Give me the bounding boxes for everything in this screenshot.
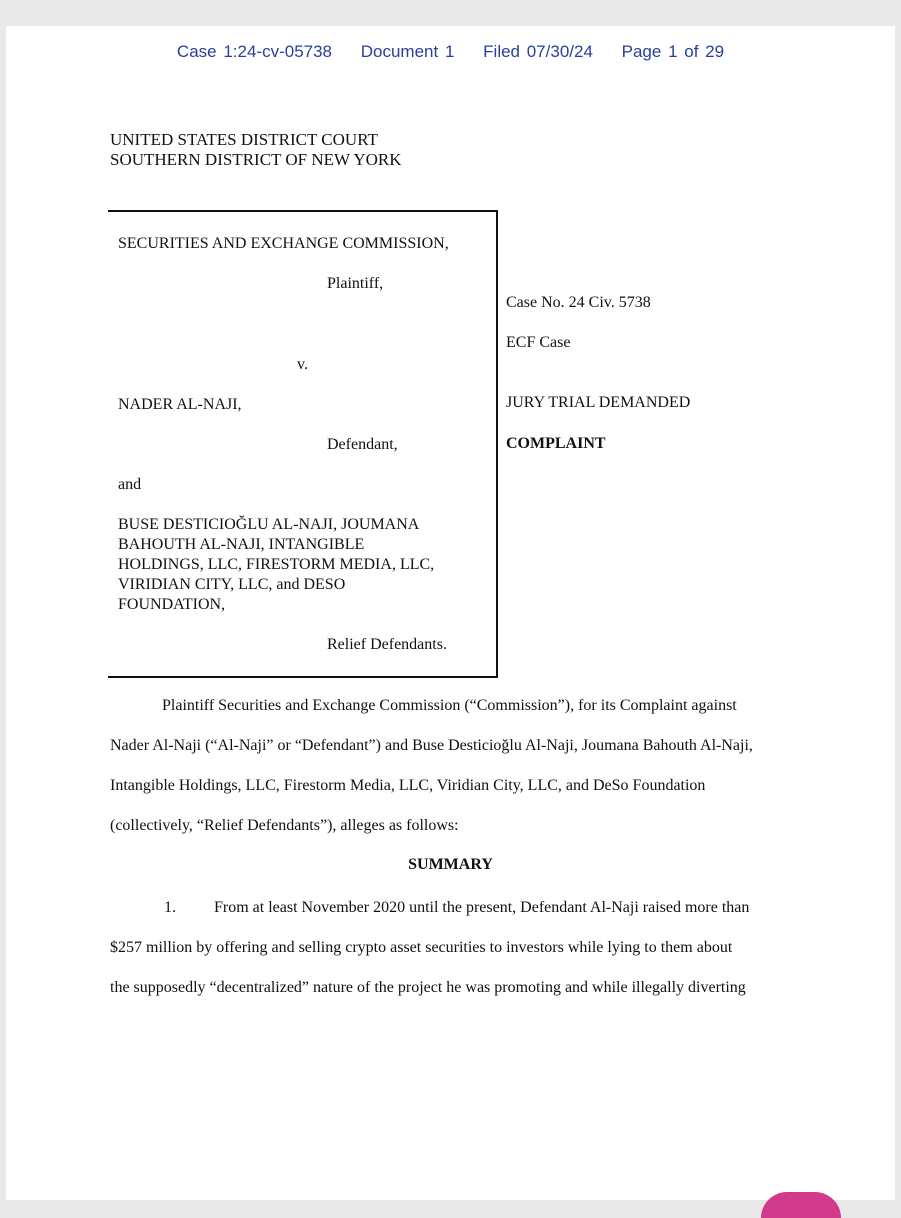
document-page <box>6 26 895 1200</box>
paragraph-1 <box>110 888 792 1008</box>
paragraph-1-line: From at least November 2020 until the present, Defendant Al-Naji raised more than <box>214 899 750 916</box>
relief-line: BAHOUTH AL-NAJI, INTANGIBLE <box>118 536 365 553</box>
court-name <box>110 130 402 170</box>
paragraph-1-line: the supposedly “decentralized” nature of the project he was promoting and while illegally diverting <box>110 979 746 996</box>
complaint-title: COMPLAINT <box>506 435 606 452</box>
paragraph-number: 1. <box>164 899 176 916</box>
intro-line: Plaintiff Securities and Exchange Commission (“Commission”), for its Complaint against <box>162 697 737 714</box>
intro-line: Intangible Holdings, LLC, Firestorm Media, LLC, Viridian City, LLC, and DeSo Foundation <box>110 777 706 794</box>
intro-line: (collectively, “Relief Defendants”), alleges as follows: <box>110 817 459 834</box>
relief-line: BUSE DESTICIOĞLU AL-NAJI, JOUMANA <box>118 516 420 533</box>
paragraph-1-line: $257 million by offering and selling crypto asset securities to investors while lying to them about <box>110 939 733 956</box>
page-count-header: Page 1 of 29 <box>621 42 725 61</box>
and-label: and <box>118 476 142 493</box>
ecf-header <box>6 42 895 62</box>
summary-heading: SUMMARY <box>408 856 493 873</box>
court-line-2: SOUTHERN DISTRICT OF NEW YORK <box>110 150 402 169</box>
defendant-label: Defendant, <box>327 436 398 453</box>
defendant-name: NADER AL-NAJI, <box>118 396 242 413</box>
document-number-header: Document 1 <box>360 42 455 61</box>
relief-defendants-label: Relief Defendants. <box>327 636 447 653</box>
relief-line: FOUNDATION, <box>118 596 226 613</box>
ecf-case: ECF Case <box>506 334 571 351</box>
jury-trial-demanded: JURY TRIAL DEMANDED <box>506 394 691 411</box>
paragraph-1-first-line <box>110 888 792 928</box>
relief-defendants-names <box>118 515 434 615</box>
pink-floating-button[interactable] <box>761 1192 841 1218</box>
intro-line: Nader Al-Naji (“Al-Naji” or “Defendant”) and Buse Desticioğlu Al-Naji, Joumana Bahouth Al-Naji, <box>110 737 753 754</box>
intro-paragraph <box>110 686 792 846</box>
plaintiff-label: Plaintiff, <box>327 275 384 292</box>
case-number: Case No. 24 Civ. 5738 <box>506 294 651 311</box>
plaintiff-name: SECURITIES AND EXCHANGE COMMISSION, <box>118 235 449 252</box>
filed-date-header: Filed 07/30/24 <box>483 42 593 61</box>
court-line-1: UNITED STATES DISTRICT COURT <box>110 130 378 149</box>
versus-label: v. <box>297 356 308 373</box>
case-number-header: Case 1:24-cv-05738 <box>176 42 333 61</box>
relief-line: VIRIDIAN CITY, LLC, and DESO <box>118 576 346 593</box>
relief-line: HOLDINGS, LLC, FIRESTORM MEDIA, LLC, <box>118 556 435 573</box>
